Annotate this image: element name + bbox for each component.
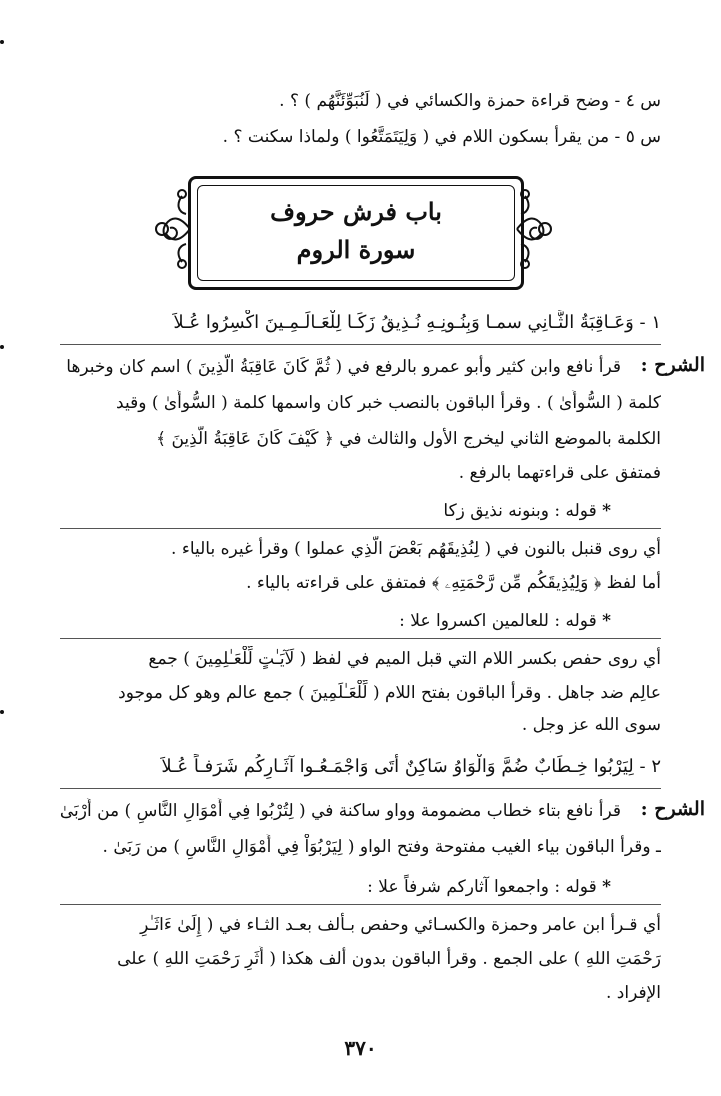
note-3-line-2: رَحْمَتِ اللهِ ) على الجمع . وقرأ الباقون بدون ألف هكذا ( أَثَرِ رَحْمَتِ اللهِ ) على [117, 949, 661, 969]
divider [60, 344, 661, 345]
bullet-icon: * [602, 501, 611, 521]
note-1-line-1: أي روى قنبل بالنون في ( لِنُذِيقَهُم بَعْضَ الَّذِي عملوا ) وقرأ غيره بالياء . [171, 539, 661, 559]
divider [60, 788, 661, 789]
divider [60, 528, 661, 529]
scan-mark [0, 345, 4, 349]
note-3-line-1: أي قـرأ ابن عامر وحمزة والكسـائي وحفص بـألف بعـد الثـاء في ( إِلَىٰ ءَاثَـٰرِ [140, 915, 661, 935]
scan-mark [0, 40, 4, 44]
note-3-line-3: الإفراد . [605, 983, 661, 1003]
note-3-title: * قوله : واجمعوا آثاركم شرفاً علا : [367, 877, 611, 897]
sharh-1-line-1: قرأ نافع وابن كثير وأبو عمرو بالرفع في ( ثُمَّ كَانَ عَاقِبَةُ الَّذِينَ ) اسم كان وخبرها [66, 357, 621, 377]
sharh-1-line-2: كلمة ( السُّوأَىٰ ) . وقرأ الباقون بالنصب خبر كان واسمها كلمة ( السُّوأَىٰ ) وقيد [116, 393, 661, 413]
verse-2: ٢ - لِيَرْبُوا خِـطَابٌ ضُمَّ وَالْوَاوُ سَاكِنٌ أَتَى وَاجْمَـعُـوا آثَـارِكُم شَرَفـاً عُـلاَ [161, 756, 661, 777]
verse-1: ١ - وَعَـاقِبَةُ الثَّـانِي سمـا وَبِنُـونِـهِ نُـذِيقُ زَكَـا لِلْعَـالَـمِـينَ اكْسِرُوا عُـلاَ [173, 312, 661, 333]
chapter-title: باب فرش حروف [270, 197, 442, 226]
chapter-heading-box [188, 176, 524, 290]
sharh-1-line-3: الكلمة بالموضع الثاني ليخرج الأول والثالث في ﴿ كَيْفَ كَانَ عَاقِبَةُ الَّذِينَ ﴾ [156, 429, 661, 449]
sharh-label: الشرح : [640, 354, 705, 376]
question-4: س ٤ - وضح قراءة حمزة والكسائي في ( لَنُبَوِّئَنَّهُم ) ؟ . [279, 91, 661, 111]
note-1-title: * قوله : وبنونه نذيق زكا [443, 501, 611, 521]
bullet-icon: * [602, 611, 611, 631]
page-number: ٣٧٠ [344, 1036, 377, 1060]
surah-title: سورة الروم [296, 235, 416, 264]
scan-mark [0, 710, 4, 714]
left-ornament-icon [152, 186, 192, 272]
sharh-1-line-4: فمتفق على قراءتهما بالرفع . [458, 463, 661, 483]
note-2-line-3: سوى الله عز وجل . [521, 715, 661, 735]
sharh-2-line-1: قرأ نافع بتاء خطاب مضمومة وواو ساكنة في ( لِتُرْبُوا فِي أَمْوَالِ النَّاسِ ) من أَرْبَىٰ [60, 801, 621, 821]
bullet-icon: * [602, 877, 611, 897]
note-2-line-2: عالِم ضد جاهل . وقرأ الباقون بفتح اللام ( لِّلْعَـٰلَمِينَ ) جمع عالم وهو كل موجود [118, 683, 661, 703]
note-2-line-1: أي روى حفص بكسر اللام التي قبل الميم في لفظ ( لَآيَـٰتٍ لِّلْعَـٰلِمِينَ ) جمع [148, 649, 661, 669]
note-1-line-2: أما لفظ ﴿ وَلِيُذِيقَكُم مِّن رَّحْمَتِهِۦ ﴾ فمتفق على قراءته بالياء . [246, 573, 661, 593]
sharh-label: الشرح : [640, 798, 705, 820]
note-2-title: * قوله : للعالمين اكسروا علا : [399, 611, 611, 631]
question-5: س ٥ - من يقرأ بسكون اللام في ( وَلِيَتَمَتَّعُوا ) ولماذا سكنت ؟ . [222, 127, 661, 147]
divider [60, 904, 661, 905]
sharh-2-line-2: ـ وقرأ الباقون بياء الغيب مفتوحة وفتح الواو ( لِيَرْبُوَاْ فِي أَمْوَالِ النَّاسِ ) من رَبَىٰ . [102, 837, 661, 857]
divider [60, 638, 661, 639]
